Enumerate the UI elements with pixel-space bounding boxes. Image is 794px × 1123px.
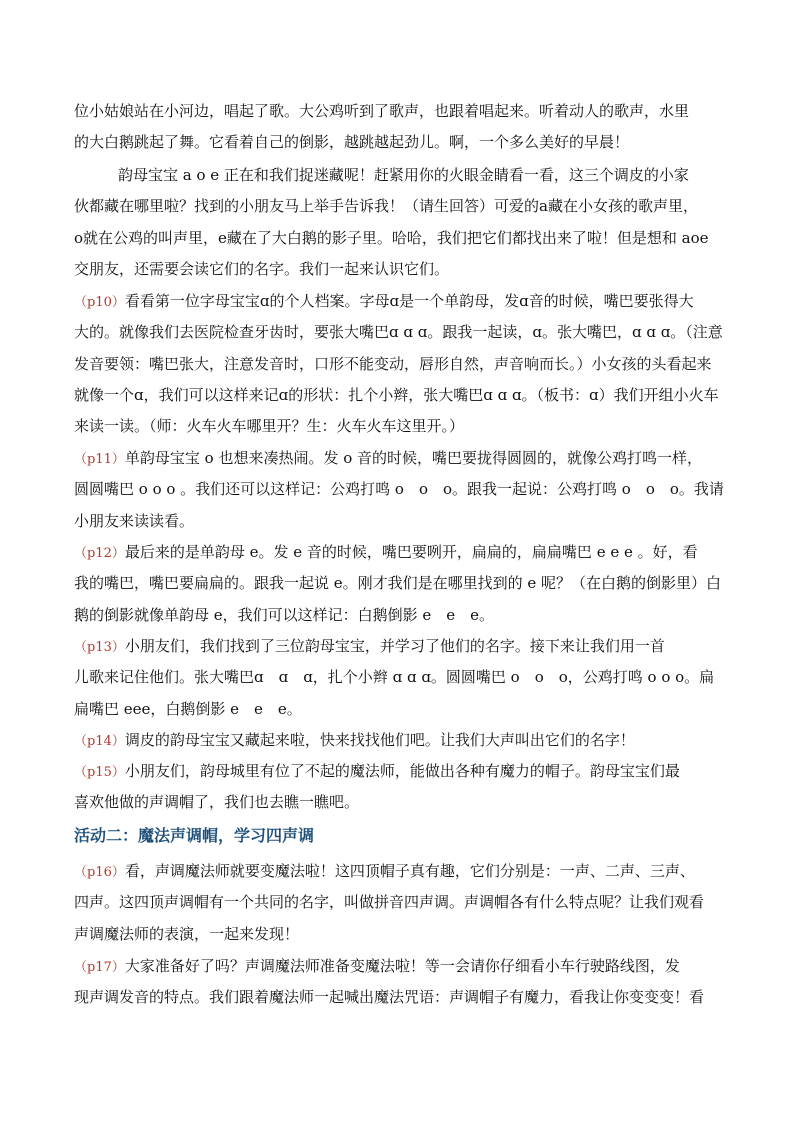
text-line: 鹅的倒影就像单韵母 e，我们可以这样记：白鹅倒影 e e e。: [74, 606, 495, 624]
text-line: 大的。就像我们去医院检查牙齿时，要张大嘴巴ɑ ɑ ɑ。跟我一起读，ɑ。张大嘴巴，ɑ ɑ ɑ。（注意: [74, 323, 723, 341]
text-line: 声调魔法师的表演，一起来发现！: [74, 925, 300, 943]
text-line: 四声。这四顶声调帽有一个共同的名字，叫做拼音四声调。声调帽各有什么特点呢？让我们观看: [74, 893, 705, 911]
text-line: 喜欢他做的声调帽了，我们也去瞧一瞧吧。: [74, 793, 360, 811]
page-tag: （p15）: [74, 765, 125, 780]
text-line: o就在公鸡的叫声里，e藏在了大白鹅的影子里。哈哈，我们把它们都找出来了啦！但是想和 aoe: [74, 229, 709, 247]
text-line: 小朋友来读读看。: [74, 512, 195, 530]
page-tag: （p14）: [74, 734, 125, 749]
text-line: （p12）最后来的是单韵母 e。发 e 音的时候，嘴巴要咧开，扁扁的，扁扁嘴巴 e e e 。好，看: [74, 543, 698, 561]
text-line: 交朋友，还需要会读它们的名字。我们一起来认识它们。: [74, 260, 450, 278]
text-line: 的大白鹅跳起了舞。它看着自己的倒影，越跳越起劲儿。啊，一个多么美好的早晨！: [74, 133, 630, 151]
text-line: （p17）大家准备好了吗？声调魔法师准备变魔法啦！等一会请你仔细看小车行驶路线图，发: [74, 957, 680, 975]
text-line: 我的嘴巴，嘴巴要扁扁的。跟我一起说 e。刚才我们是在哪里找到的 e 呢？（在白鹅的倒影里）白: [74, 574, 722, 592]
text-line: 儿歌来记住他们。张大嘴巴ɑ ɑ ɑ，扎个小辫 ɑ ɑ ɑ。圆圆嘴巴 o o o，公鸡打鸣 o o o。扁: [74, 668, 715, 686]
page-tag: （p10）: [74, 295, 125, 310]
text-line: 发音要领：嘴巴张大，注意发音时，口形不能变动，唇形自然，声音响而长。）小女孩的头看起来: [74, 355, 712, 373]
text-line: 伙都藏在哪里啦？找到的小朋友马上举手告诉我！（请生回答）可爱的a藏在小女孩的歌声里，: [74, 197, 698, 215]
page-tag: （p17）: [74, 960, 125, 975]
text-line: （p15）小朋友们，韵母城里有位了不起的魔法师，能做出各种有魔力的帽子。韵母宝宝们最: [74, 762, 680, 780]
text-line: （p16）看，声调魔法师就要变魔法啦！这四顶帽子真有趣，它们分别是：一声、二声、三声、: [74, 862, 695, 880]
text-line: 圆圆嘴巴 o o o 。我们还可以这样记：公鸡打鸣 o o o。跟我一起说：公鸡打鸣 o o o。我请: [74, 480, 724, 498]
text-line: （p10）看看第一位字母宝宝ɑ的个人档案。字母ɑ是一个单韵母，发ɑ音的时候，嘴巴要张得大: [74, 292, 694, 310]
section-heading: 活动二：魔法声调帽，学习四声调: [74, 826, 315, 845]
text-line: 位小姑娘站在小河边，唱起了歌。大公鸡听到了歌声，也跟着唱起来。听着动人的歌声，水里: [74, 102, 690, 120]
page-tag: （p16）: [74, 865, 125, 880]
text-line: 现声调发音的特点。我们跟着魔法师一起喊出魔法咒语：声调帽子有魔力，看我让你变变变！看: [74, 988, 705, 1006]
text-line: 韵母宝宝 a o e 正在和我们捉迷藏呢！赶紧用你的火眼金睛看一看，这三个调皮的小家: [118, 166, 689, 184]
text-line: 就像一个ɑ，我们可以这样来记ɑ的形状：扎个小辫，张大嘴巴ɑ ɑ ɑ。（板书：ɑ）我们开组小火车: [74, 386, 719, 404]
text-line: （p13）小朋友们，我们找到了三位韵母宝宝，并学习了他们的名字。接下来让我们用一首: [74, 637, 665, 655]
page-tag: （p11）: [74, 452, 125, 467]
text-line: 扁嘴巴 eee，白鹅倒影 e e e。: [74, 700, 302, 718]
page-tag: （p13）: [74, 640, 125, 655]
page-tag: （p12）: [74, 546, 125, 561]
text-line: （p14）调皮的韵母宝宝又藏起来啦，快来找找他们吧。让我们大声叫出它们的名字！: [74, 731, 635, 749]
text-line: 来读一读。（师：火车火车哪里开？生：火车火车这里开。）: [74, 417, 465, 435]
text-line: （p11）单韵母宝宝 o 也想来凑热闹。发 o 音的时候，嘴巴要拢得圆圆的，就像公鸡打鸣一样，: [74, 449, 703, 467]
